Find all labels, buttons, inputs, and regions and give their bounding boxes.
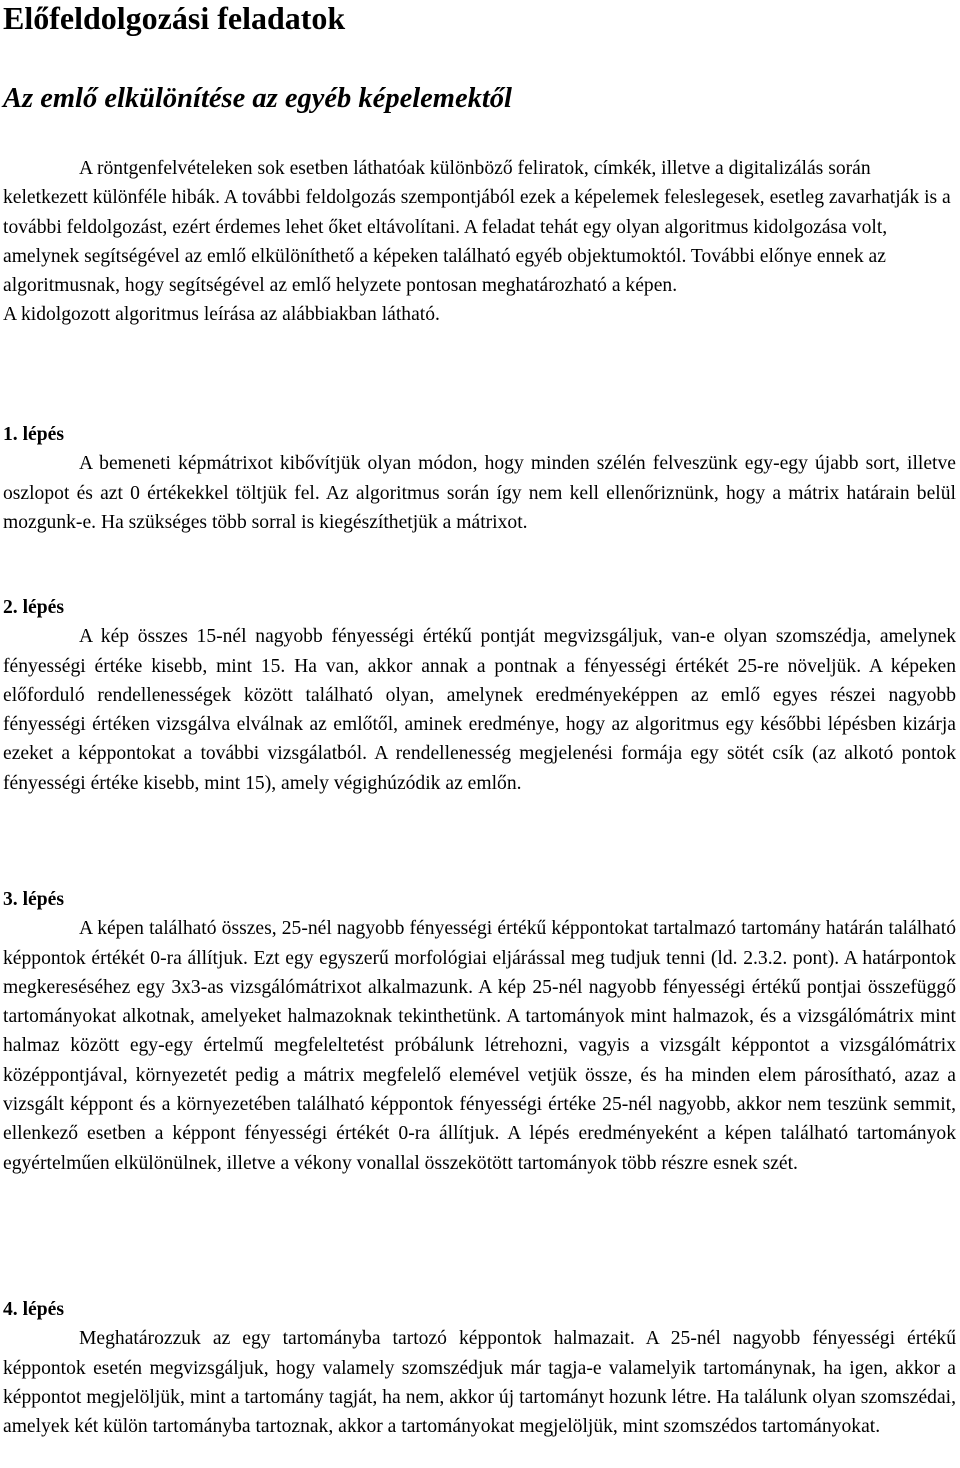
- step-2-section: [3, 593, 956, 798]
- step-2-text: A kép összes 15-nél nagyobb fényességi értékű pontját megvizsgáljuk, van-e olyan szomszédja, amelynek fényességi értéke kisebb, mint 15. Ha van, akkor annak a pontnak a fényességi értékét 25-re növeljük. A képeken előforduló rendellenességek között található olyan, amelynek eredményeképpen az emlő egyes részei nagyobb fényességi értéken vizsgálva elválnak az emlőtől, aminek eredménye, hogy az algoritmus egy későbbi lépésben kizárja ezeket a képpontokat a további vizsgálatból. A rendellenesség megjelenési formája egy sötét csík (az alkotó pontok fényességi értéke kisebb, mint 15), amely végighúzódik az emlőn.: [3, 626, 956, 794]
- step-1-text: A bemeneti képmátrixot kibővítjük olyan módon, hogy minden szélén felveszünk egy-egy újabb sort, illetve oszlopot és azt 0 értékekkel töltjük fel. Az algoritmus során így nem kell ellenőriznünk, hogy a mátrix határain belül mozgunk-e. Ha szükséges több sorral is kiegészíthetjük a mátrixot.: [3, 453, 956, 533]
- page-title: Előfeldolgozási feladatok: [3, 0, 346, 36]
- step-1-section: [3, 420, 956, 537]
- intro-paragraph: A röntgenfelvételeken sok esetben láthatóak különböző feliratok, címkék, illetve a digitalizálás során keletkezett különféle hibák. A további feldolgozás szempontjából ezek a képelemek feleslegesek, esetleg zavarhatják is a további feldolgozást, ezért érdemes lehet őket eltávolítani. A feladat tehát egy olyan algoritmus kidolgozása volt, amelynek segítségével az emlő elkülöníthető a képeken található egyéb objektumoktól. További előnye ennek az algoritmusnak, hogy segítségével az emlő helyzete pontosan meghatározható a képen.: [3, 158, 951, 297]
- step-4-section: [3, 1295, 956, 1441]
- step-3-text: A képen található összes, 25-nél nagyobb fényességi értékű képpontokat tartalmazó tartomány határán található képpontok értékét 0-ra állítjuk. Ezt egy egyszerű morfológiai eljárással meg tudjuk tenni (ld. 2.3.2. pont). A határpontok megkereséséhez egy 3x3-as vizsgálómátrixot alkalmazunk. A kép 25-nél nagyobb fényességi értékű pontjai összefüggő tartományokat alkotnak, amelyeket halmazoknak tekinthetünk. A tartományok mint halmazok, és a vizsgálómátrix mint halmaz között egy-egy értelmű megfeleltetést próbálunk létrehozni, vagyis a vizsgált képpontot a vizsgálómátrix középpontjával, környezetét pedig a mátrix megfelelő elemével vetjük össze, és ha minden elem párosítható, azaz a vizsgált képpont és a környezetében található képpontok fényességi értéke 25-nél nagyobb, akkor nem teszünk semmit, ellenkező esetben a képpont fényességi értékét 0-ra állítjuk. A lépés eredményeként a képen található tartományok egyértelműen elkülönülnek, illetve a vékony vonallal összekötött tartományok több részre esnek szét.: [3, 918, 956, 1174]
- step-3-section: [3, 885, 956, 1178]
- step-4-text: Meghatározzuk az egy tartományba tartozó képpontok halmazait. A 25-nél nagyobb fényességi értékű képpontok esetén megvizsgáljuk, hogy valamely szomszédjuk már tagja-e valamelyik tartománynak, ha igen, akkor a képpontot megjelöljük, mint a tartomány tagját, ha nem, akkor új tartományt hozunk létre. Ha találunk olyan szomszédai, amelyek két külön tartományba tartoznak, akkor a tartományokat megjelöljük, mint szomszédos tartományokat.: [3, 1328, 956, 1438]
- step-1-label: 1. lépés: [3, 424, 64, 445]
- intro-closing-sentence: A kidolgozott algoritmus leírása az alábbiakban látható.: [3, 304, 440, 326]
- step-3-label: 3. lépés: [3, 889, 64, 910]
- step-2-label: 2. lépés: [3, 597, 64, 618]
- section-title: Az emlő elkülönítése az egyéb képelemektől: [3, 83, 512, 114]
- step-4-label: 4. lépés: [3, 1299, 64, 1320]
- intro-section: [3, 154, 956, 330]
